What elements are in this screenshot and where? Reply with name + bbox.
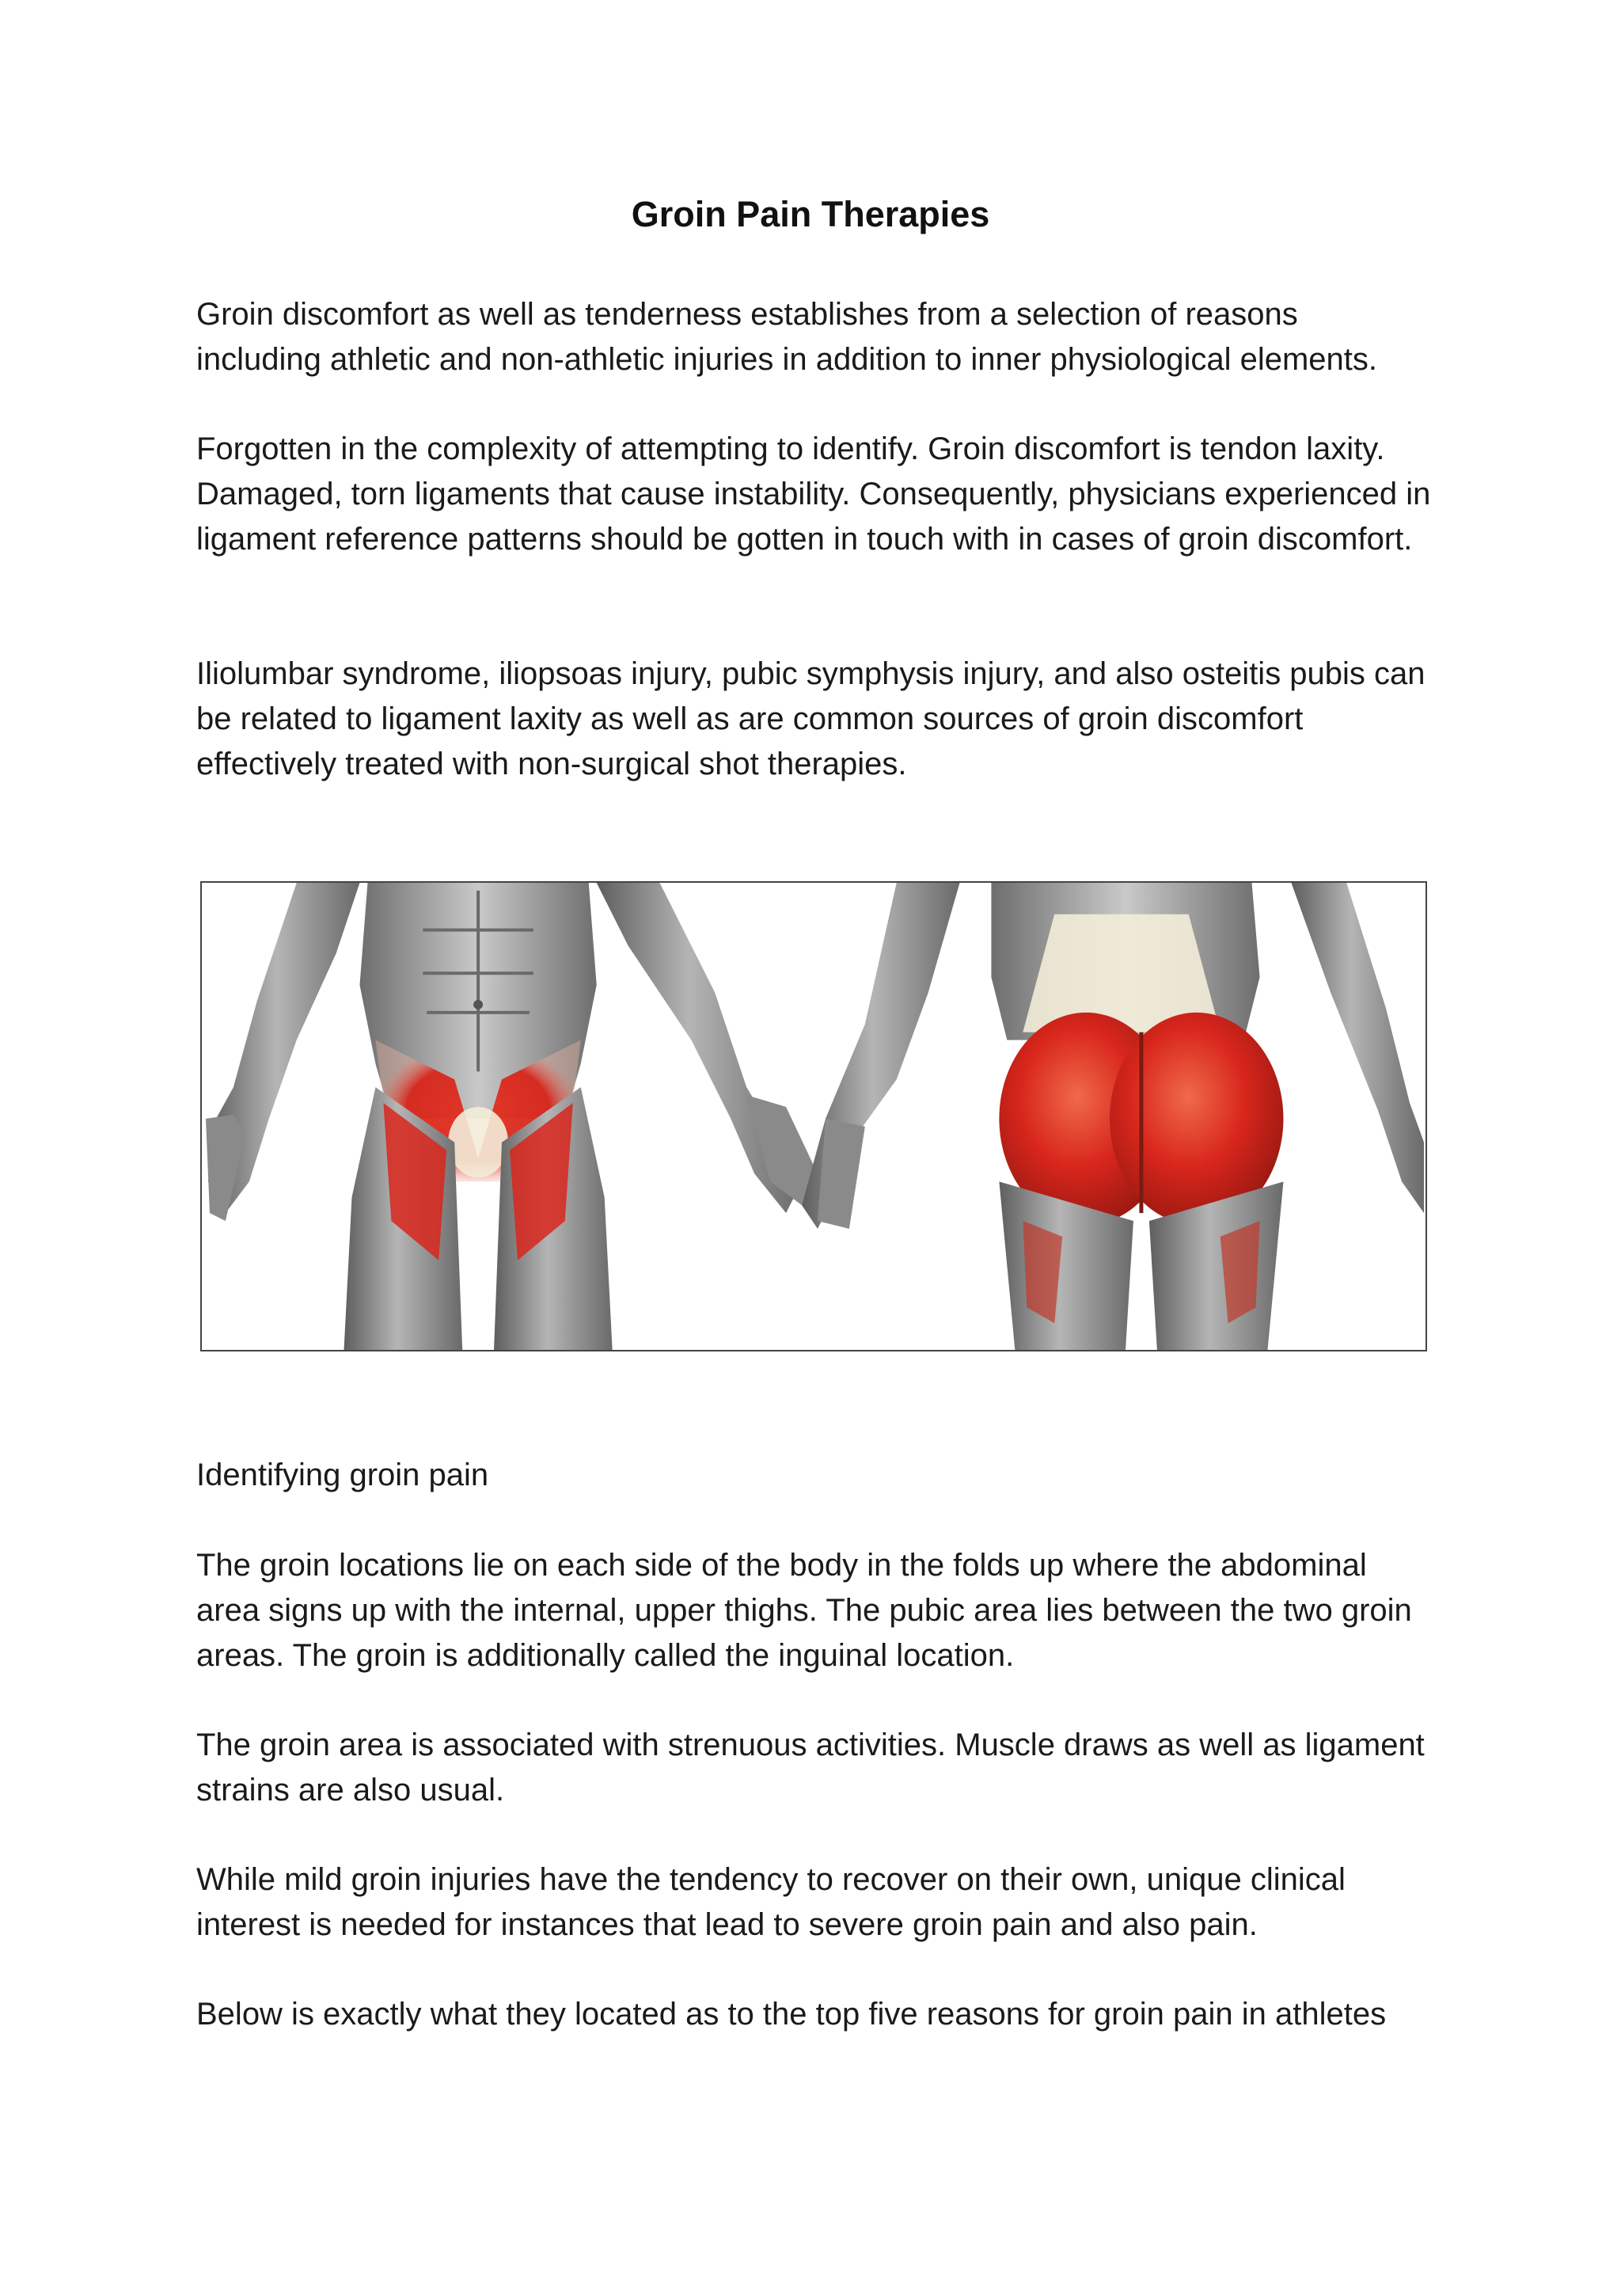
anatomy-illustration [202,883,1425,1350]
strenuous-activities-paragraph: The groin area is associated with strenuous activities. Muscle draws as well as ligament strains are also usual. [196,1728,1425,1808]
front-view-figure [206,883,818,1350]
syndromes-paragraph: Iliolumbar syndrome, iliopsoas injury, pubic symphysis injury, and also osteitis pubis can be related to ligament laxity as well as are common sources of groin discomfort effectively treated with non-surgical shot therapies. [196,656,1425,781]
page-title: Groin Pain Therapies [631,194,990,234]
navel-mark [473,1000,483,1009]
back-view-figure [802,883,1424,1350]
groin-location-paragraph: The groin locations lie on each side of the body in the folds up where the abdominal area signs up with the internal, upper thighs. The pubic area lies between the two groin areas. The groin is additionally called the inguinal location. [196,1548,1412,1673]
top-five-reasons-paragraph: Below is exactly what they located as to the top five reasons for groin pain in athletes [196,1997,1387,2032]
anatomy-figure [200,881,1427,1351]
ligament-laxity-paragraph: Forgotten in the complexity of attempting to identify. Groin discomfort is tendon laxity. Damaged, torn ligaments that cause instability. Consequently, physicians experienced in ligament reference patterns should be gotten in touch with in cases of groin discomfort. [196,431,1431,557]
section-heading: Identifying groin pain [196,1458,489,1492]
mild-injuries-paragraph: While mild groin injuries have the tendency to recover on their own, unique clinical interest is needed for instances that lead to severe groin pain and also pain. [196,1862,1346,1942]
intro-paragraph: Groin discomfort as well as tenderness establishes from a selection of reasons including athletic and non-athletic injuries in addition to inner physiological elements. [196,297,1378,377]
